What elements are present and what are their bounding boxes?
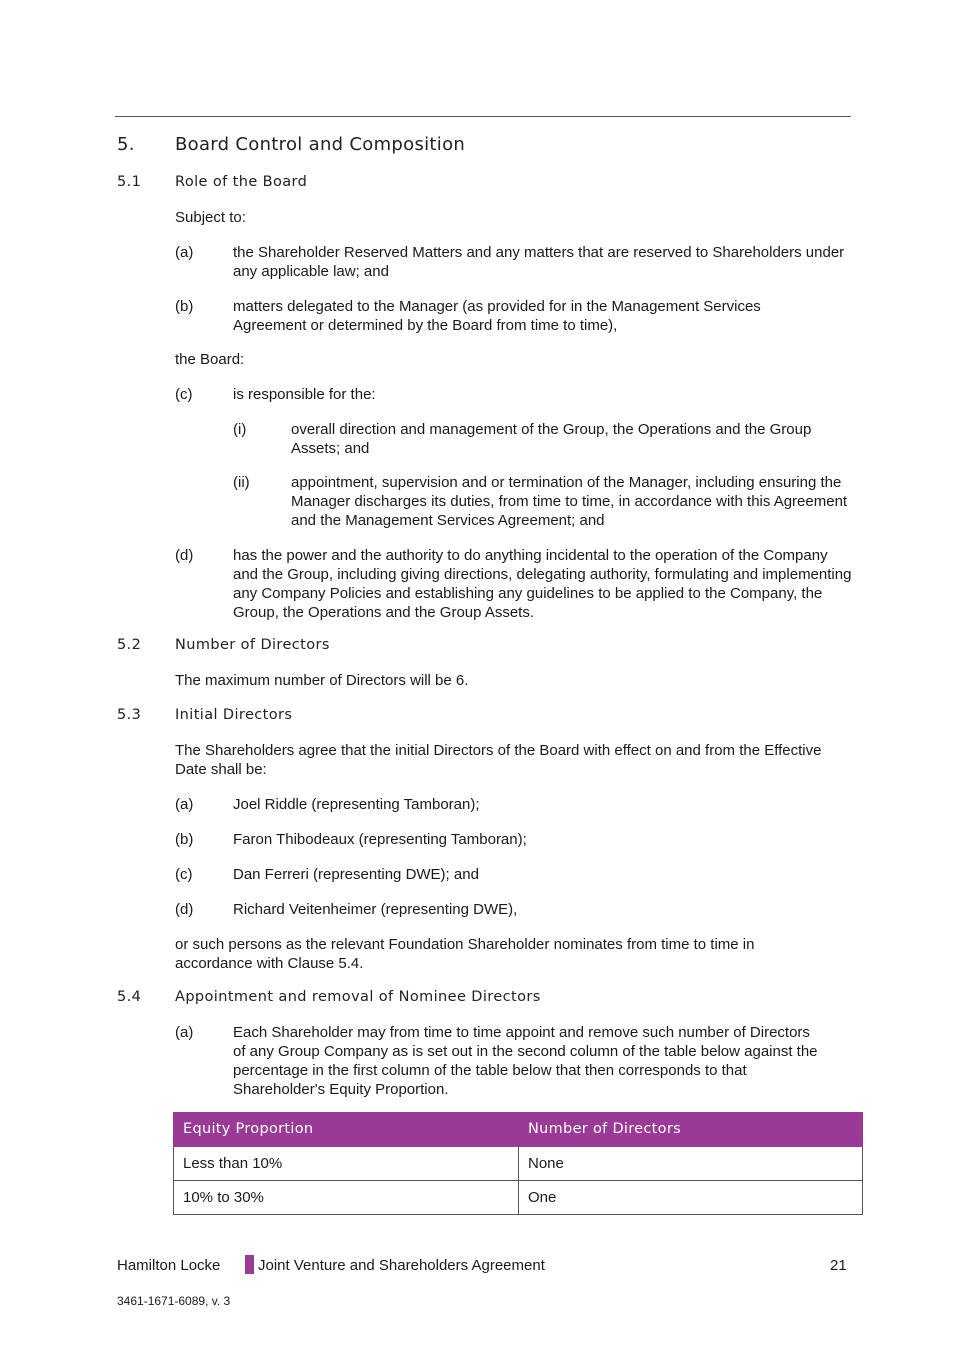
- clause-title-5-1: Role of the Board: [175, 174, 308, 190]
- item-text: Faron Thibodeaux (representing Tamboran);: [233, 831, 527, 848]
- item-label: (a): [175, 1024, 194, 1041]
- paragraph-initial-directors: The Shareholders agree that the initial Directors of the Board with effect on and from the Effective Date shall be:: [175, 742, 822, 778]
- item-text: Each Shareholder may from time to time appoint and remove such number of Directors of any Group Company as is set out in the second column of the table below against the percentage in the first column of the table below that then corresponds to that Shareholder's Equity Proportion.: [233, 1024, 818, 1098]
- table-cell: Less than 10%: [174, 1147, 519, 1181]
- item-label: (a): [175, 796, 194, 813]
- item-label: (b): [175, 831, 194, 848]
- table-row: [174, 1181, 863, 1215]
- table-cell: None: [519, 1147, 863, 1181]
- clause-number-5-2: 5.2: [117, 637, 142, 653]
- item-label: (b): [175, 298, 194, 315]
- subitem-text: overall direction and management of the Group, the Operations and the Group Assets; and: [291, 421, 812, 457]
- subitem-text: appointment, supervision and or termination of the Manager, including ensuring the Manager discharges its duties, from time to time, in accordance with this Agreement and the Management Services Agreement; and: [291, 474, 848, 529]
- item-text: Dan Ferreri (representing DWE); and: [233, 866, 479, 883]
- table-header-cell: Equity Proportion: [174, 1113, 519, 1147]
- footer-document-title: Joint Venture and Shareholders Agreement: [258, 1257, 545, 1274]
- item-text: has the power and the authority to do anything incidental to the operation of the Company and the Group, including giving directions, delegating authority, formulating and implementing any Company Policies and establishing any guidelines to be applied to the Company, the Group, the Operations and the Group Assets.: [233, 547, 852, 621]
- table-cell: 10% to 30%: [174, 1181, 519, 1215]
- clause-title-5-4: Appointment and removal of Nominee Directors: [175, 989, 541, 1005]
- subitem-label: (i): [233, 421, 247, 438]
- page-number: 21: [830, 1257, 847, 1274]
- clause-number-5-1: 5.1: [117, 174, 142, 190]
- footer-accent-bar: [245, 1255, 254, 1274]
- table-cell: One: [519, 1181, 863, 1215]
- footer-doc-id: 3461-1671-6089, v. 3: [117, 1294, 231, 1308]
- clause-title-5-2: Number of Directors: [175, 637, 330, 653]
- footer-firm: Hamilton Locke: [117, 1257, 221, 1274]
- item-label: (c): [175, 866, 193, 883]
- subitem-label: (ii): [233, 474, 250, 491]
- section-number: 5.: [117, 134, 135, 155]
- paragraph-subject-to: Subject to:: [175, 209, 246, 226]
- table-header-row: [174, 1113, 863, 1147]
- equity-directors-table: [173, 1112, 863, 1215]
- item-label: (d): [175, 901, 194, 918]
- clause-number-5-3: 5.3: [117, 707, 142, 723]
- item-text: is responsible for the:: [233, 386, 376, 403]
- table-header-cell: Number of Directors: [519, 1113, 863, 1147]
- clause-title-5-3: Initial Directors: [175, 707, 293, 723]
- item-text: matters delegated to the Manager (as provided for in the Management Services Agreement or determined by the Board from time to time),: [233, 298, 761, 334]
- item-label: (a): [175, 244, 194, 261]
- item-text: the Shareholder Reserved Matters and any matters that are reserved to Shareholders under any applicable law; and: [233, 244, 845, 280]
- item-label: (d): [175, 547, 194, 564]
- item-text: Joel Riddle (representing Tamboran);: [233, 796, 480, 813]
- paragraph-the-board: the Board:: [175, 351, 245, 368]
- section-title: Board Control and Composition: [175, 134, 466, 155]
- table-row: [174, 1147, 863, 1181]
- paragraph-max-directors: The maximum number of Directors will be 6.: [175, 672, 469, 689]
- item-label: (c): [175, 386, 193, 403]
- paragraph-or-such-persons: or such persons as the relevant Foundation Shareholder nominates from time to time in accordance with Clause 5.4.: [175, 936, 755, 972]
- clause-number-5-4: 5.4: [117, 989, 142, 1005]
- header-rule: [115, 116, 851, 117]
- item-text: Richard Veitenheimer (representing DWE),: [233, 901, 518, 918]
